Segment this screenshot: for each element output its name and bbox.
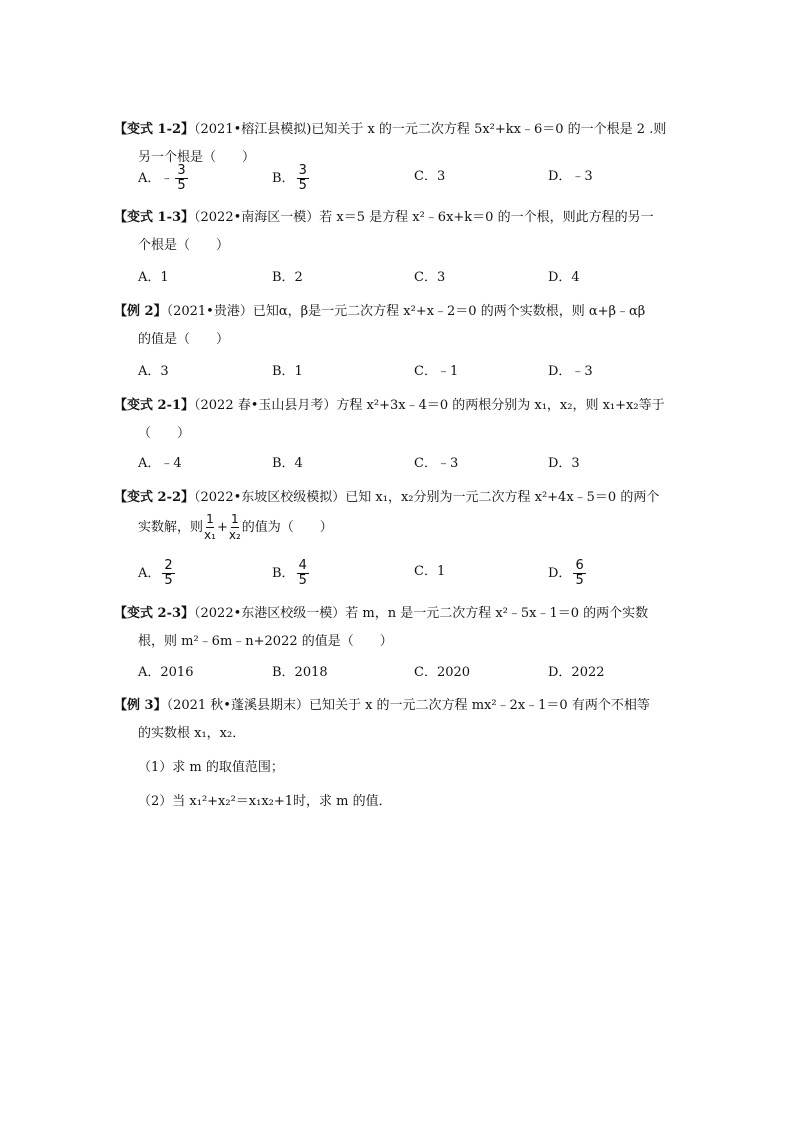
- option-b[interactable]: B．2018: [272, 665, 328, 680]
- option-d[interactable]: D．3: [548, 456, 580, 471]
- sub-question-1: （1）求 m 的取值范围；: [138, 760, 284, 775]
- option-b[interactable]: B．4: [272, 456, 303, 471]
- option-c[interactable]: C．1: [414, 564, 446, 579]
- option-d[interactable]: D．﹣3: [548, 364, 593, 379]
- options-2-2: [138, 558, 698, 588]
- option-b[interactable]: B．2: [272, 270, 303, 285]
- option-a[interactable]: A．﹣4: [138, 456, 182, 471]
- option-a[interactable]: A．3: [138, 364, 169, 379]
- option-c[interactable]: C．﹣3: [414, 456, 459, 471]
- fraction: $\frac{3}{5}$: [298, 163, 307, 193]
- option-d[interactable]: D．4: [548, 270, 580, 285]
- fraction: $\frac{3}{5}$: [177, 163, 186, 193]
- option-d[interactable]: D．2022: [548, 665, 605, 680]
- option-a[interactable]: A．﹣ $\frac{3}{5}$: [138, 163, 186, 193]
- option-c[interactable]: C．3: [414, 270, 446, 285]
- question-example-3: 【例 3】（2021 秋•蓬溪县期末）已知关于 x 的一元二次方程 mx²﹣2x﹣1＝0 有两个不相等 的实数根 x₁，x₂．: [114, 698, 650, 741]
- option-b[interactable]: B．1: [272, 364, 303, 379]
- option-a[interactable]: A．2016: [138, 665, 194, 680]
- question-tag: 【变式 1-2】: [114, 122, 195, 137]
- question-text-cont: 另一个根是（ ）: [138, 150, 256, 165]
- fraction-1-over-x2: $\frac{1}{\text{x₂}}$: [228, 512, 241, 542]
- option-c[interactable]: C．2020: [414, 665, 471, 680]
- option-b[interactable]: B． $\frac{3}{5}$: [272, 163, 307, 193]
- options-2-1: [138, 451, 698, 477]
- option-c[interactable]: C．﹣1: [414, 364, 459, 379]
- question-variant-1-3: 【变式 1-3】（2022•南海区一模）若 x＝5 是方程 x²﹣6x+k＝0 的一个根，则此方程的另一 个根是（ ）: [114, 210, 654, 253]
- options-1-2: [138, 163, 698, 193]
- options-1-3: [138, 265, 698, 291]
- options-ex-2: [138, 359, 698, 385]
- option-d[interactable]: D．﹣3: [548, 169, 593, 184]
- option-c[interactable]: C．3: [414, 169, 446, 184]
- option-d[interactable]: D． $\frac{6}{5}$: [548, 558, 584, 588]
- question-text: （2021•榕江县模拟)已知关于 x 的一元二次方程 5x²+kx﹣6＝0 的一个根是 2 .则: [194, 122, 667, 137]
- question-variant-2-2: 【变式 2-2】（2022•东坡区校级模拟）已知 x₁，x₂分别为一元二次方程 x²+4x﹣5＝0 的两个 实数解，则 $\frac{1}{\text{x₁}}$ + $\frac{1}{\text{x₂}}$ 的值为（ ）: [114, 490, 660, 542]
- options-2-3: [138, 660, 698, 686]
- option-a[interactable]: A． $\frac{2}{5}$: [138, 558, 173, 588]
- question-example-2: 【例 2】（2021•贵港）已知α，β是一元二次方程 x²+x﹣2＝0 的两个实数根，则 α+β﹣αβ 的值是（ ）: [114, 304, 646, 347]
- option-b[interactable]: B． $\frac{4}{5}$: [272, 558, 307, 588]
- question-variant-2-3: 【变式 2-3】（2022•东港区校级一模）若 m，n 是一元二次方程 x²﹣5x﹣1＝0 的两个实数 根，则 m²﹣6m﹣n+2022 的值是（ ）: [114, 606, 649, 649]
- question-variant-2-1: 【变式 2-1】（2022 春•玉山县月考）方程 x²+3x﹣4＝0 的两根分别为 x₁，x₂，则 x₁+x₂等于 （ ）: [114, 398, 665, 441]
- sub-question-2: （2）当 x₁²+x₂²＝x₁x₂+1时，求 m 的值．: [138, 794, 392, 809]
- option-a[interactable]: A．1: [138, 270, 169, 285]
- fraction-1-over-x1: $\frac{1}{\text{x₁}}$: [204, 512, 216, 542]
